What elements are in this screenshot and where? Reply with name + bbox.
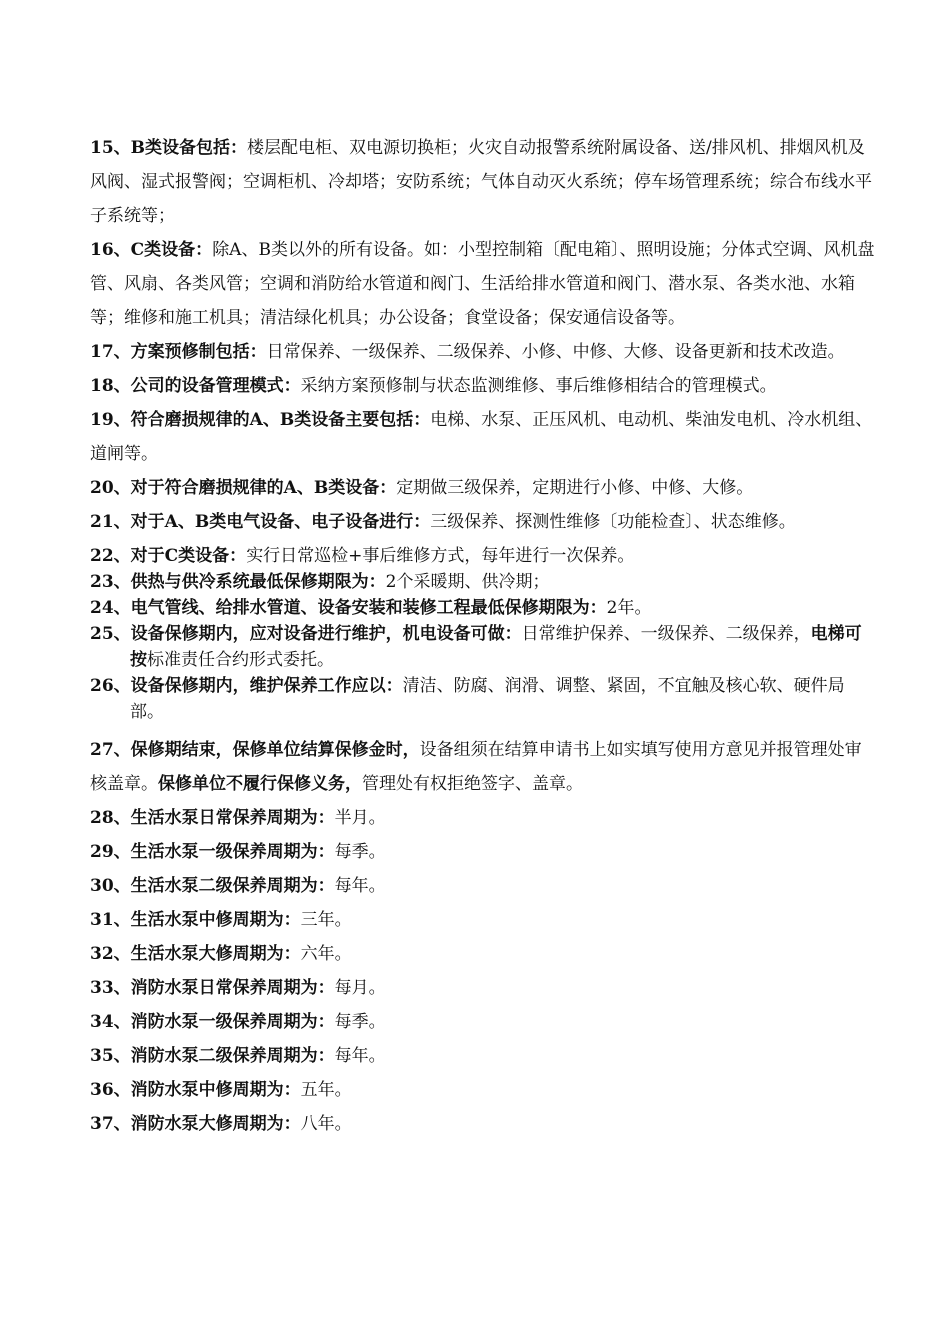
item-18 (90, 369, 875, 403)
item-text: 楼层配电柜、双电源切换柜；火灾自动报警系统附属设备、送/排风机、排烟风机及风阀、湿式报警阀；空调柜机、冷却塔；安防系统；气体自动灭火系统；停车场管理系统；综合布线水平子系统等； (90, 138, 872, 226)
item-label: 27、保修期结束，保修单位结算保修金时， (90, 740, 420, 760)
item-text: 每季。 (334, 842, 386, 862)
item-21 (90, 505, 875, 539)
item-text: 设备组须在结算申请书上如实填写使用方意见并报管理处审核盖章。 (90, 740, 862, 794)
item-33 (90, 971, 875, 1005)
item-22 (90, 543, 875, 569)
item-37 (90, 1107, 875, 1141)
item-text: 每年。 (334, 876, 386, 896)
item-16 (90, 233, 875, 335)
item-label: 33、消防水泵日常保养周期为： (90, 978, 335, 998)
item-text-secondary: 管理处有权拒绝签字、盖章。 (362, 774, 583, 794)
item-26 (90, 673, 875, 725)
item-24 (90, 595, 875, 621)
item-label: 16、C类设备： (90, 240, 213, 260)
item-text: 采纳方案预修制与状态监测维修、事后维修相结合的管理模式。 (300, 376, 777, 396)
item-32 (90, 937, 875, 971)
item-text: 实行日常巡检+事后维修方式，每年进行一次保养。 (246, 546, 635, 566)
item-15 (90, 131, 875, 233)
item-36 (90, 1073, 875, 1107)
item-text: 六年。 (300, 944, 352, 964)
item-label-secondary: 保修单位不履行保修义务， (158, 774, 362, 794)
document-page (90, 131, 875, 1141)
item-text: 2年。 (606, 598, 652, 618)
item-label: 25、设备保修期内，应对设备进行维护，机电设备可做： (90, 624, 522, 644)
item-label: 35、消防水泵二级保养周期为： (90, 1046, 335, 1066)
item-text: 2个采暖期、供冷期； (385, 572, 550, 592)
item-label: 21、对于A、B类电气设备、电子设备进行： (90, 512, 431, 532)
item-text: 日常保养、一级保养、二级保养、小修、中修、大修、设备更新和技术改造。 (266, 342, 845, 362)
item-label: 31、生活水泵中修周期为： (90, 910, 301, 930)
item-30 (90, 869, 875, 903)
item-text: 每月。 (334, 978, 386, 998)
item-27 (90, 733, 875, 801)
item-label: 23、供热与供冷系统最低保修期限为： (90, 572, 386, 592)
item-label: 36、消防水泵中修周期为： (90, 1080, 301, 1100)
item-text: 三级保养、探测性维修〔功能检查〕、状态维修。 (430, 512, 796, 532)
item-label: 24、电气管线、给排水管道、设备安装和装修工程最低保修期限为： (90, 598, 607, 618)
item-label: 26、设备保修期内，维护保养工作应以： (90, 676, 403, 696)
item-29 (90, 835, 875, 869)
item-35 (90, 1039, 875, 1073)
item-text: 清洁、防腐、润滑、调整、紧固，不宜触及核心软、硬件局部。 (130, 676, 845, 722)
item-20 (90, 471, 875, 505)
item-text: 定期做三级保养，定期进行小修、中修、大修。 (396, 478, 754, 498)
item-31 (90, 903, 875, 937)
item-label: 17、方案预修制包括： (90, 342, 267, 362)
item-17 (90, 335, 875, 369)
item-label: 15、B类设备包括： (90, 138, 248, 158)
item-label: 28、生活水泵日常保养周期为： (90, 808, 335, 828)
item-text: 电梯、水泵、正压风机、电动机、柴油发电机、冷水机组、道闸等。 (90, 410, 873, 464)
item-text-secondary: 标准责任合约形式委托。 (147, 650, 334, 670)
item-label: 19、符合磨损规律的A、B类设备主要包括： (90, 410, 431, 430)
item-text: 日常维护保养、一级保养、二级保养， (521, 624, 811, 644)
item-text: 五年。 (300, 1080, 352, 1100)
item-text: 每季。 (334, 1012, 386, 1032)
item-25 (90, 621, 875, 673)
item-label: 29、生活水泵一级保养周期为： (90, 842, 335, 862)
item-19 (90, 403, 875, 471)
item-label: 34、消防水泵一级保养周期为： (90, 1012, 335, 1032)
item-text: 半月。 (334, 808, 386, 828)
item-label: 22、对于C类设备： (90, 546, 247, 566)
item-label: 32、生活水泵大修周期为： (90, 944, 301, 964)
item-text: 三年。 (300, 910, 352, 930)
item-text: 除A、B类以外的所有设备。如：小型控制箱〔配电箱〕、照明设施；分体式空调、风机盘管、风扇、各类风管；空调和消防给水管道和阀门、生活给排水管道和阀门、潜水泵、各类水池、水箱等；维修和施工机具；清洁绿化机具；办公设备；食堂设备；保安通信设备等。 (90, 240, 875, 328)
item-label: 20、对于符合磨损规律的A、B类设备： (90, 478, 397, 498)
item-28 (90, 801, 875, 835)
item-label: 37、消防水泵大修周期为： (90, 1114, 301, 1134)
item-34 (90, 1005, 875, 1039)
item-label-secondary: 电梯可按 (130, 624, 862, 670)
item-text: 每年。 (334, 1046, 386, 1066)
item-23 (90, 569, 875, 595)
item-label: 18、公司的设备管理模式： (90, 376, 301, 396)
item-label: 30、生活水泵二级保养周期为： (90, 876, 335, 896)
item-text: 八年。 (300, 1114, 352, 1134)
